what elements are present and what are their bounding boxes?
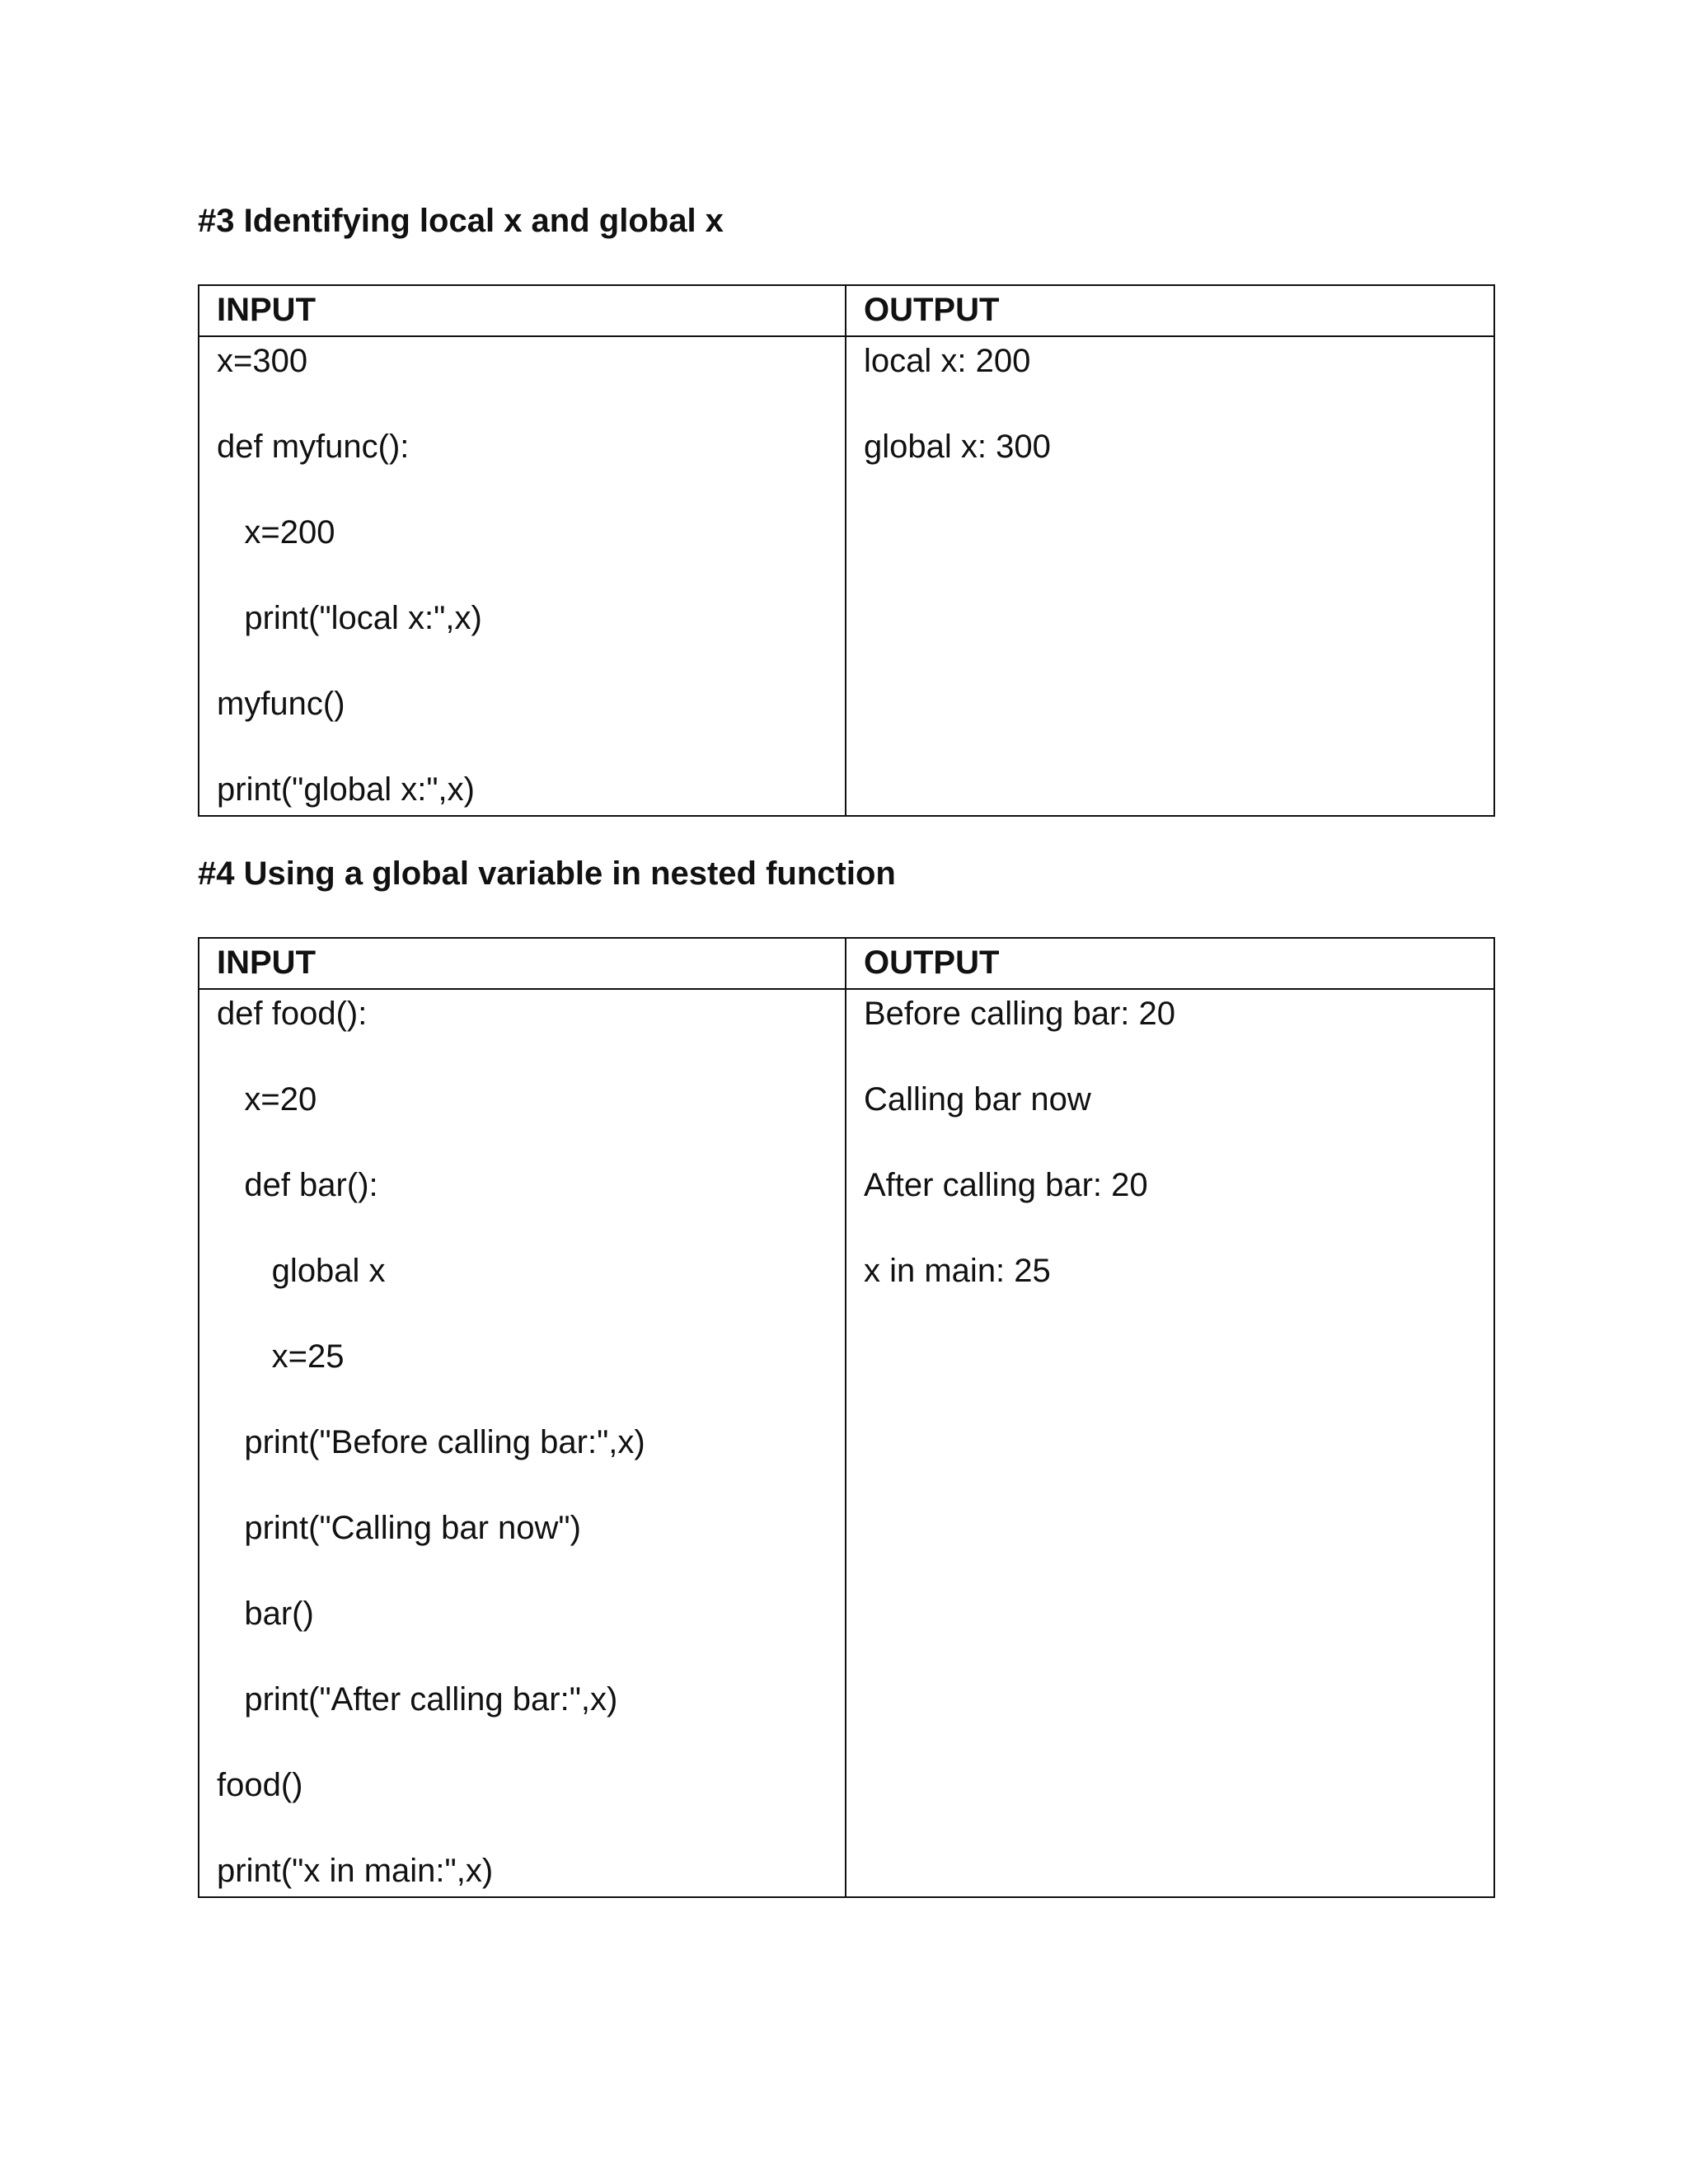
code-line: x=25 (217, 1338, 345, 1375)
code-line: x=300 (217, 343, 308, 379)
output-line: x in main: 25 (864, 1253, 1051, 1289)
code-line: def bar(): (217, 1167, 378, 1203)
output-line: After calling bar: 20 (864, 1167, 1148, 1203)
input-column-header: INPUT (199, 938, 846, 989)
table-header-row (199, 285, 1494, 336)
output-line: Before calling bar: 20 (864, 996, 1176, 1032)
code-line: print("x in main:",x) (217, 1853, 494, 1889)
output-cell (846, 336, 1494, 816)
code-line: def food(): (217, 996, 368, 1032)
code-line: myfunc() (217, 686, 345, 722)
output-cell (846, 989, 1494, 1897)
code-line: print("Before calling bar:",x) (217, 1424, 645, 1460)
code-line: bar() (217, 1596, 314, 1632)
output-column-header: OUTPUT (846, 938, 1494, 989)
code-line: print("global x:",x) (217, 771, 475, 808)
input-code-cell (199, 989, 846, 1897)
code-line: def myfunc(): (217, 429, 410, 465)
output-line: Calling bar now (864, 1081, 1091, 1118)
section-4-io-table (198, 937, 1495, 1898)
table-body-row (199, 989, 1494, 1897)
output-line: global x: 300 (864, 429, 1051, 465)
output-column-header: OUTPUT (846, 285, 1494, 336)
output-line: local x: 200 (864, 343, 1031, 379)
code-line: food() (217, 1767, 303, 1803)
table-body-row (199, 336, 1494, 816)
section-3-heading: #3 Identifying local x and global x (198, 203, 724, 239)
input-code-cell (199, 336, 846, 816)
table-header-row (199, 938, 1494, 989)
code-line: print("After calling bar:",x) (217, 1681, 618, 1718)
code-line: x=200 (217, 514, 335, 551)
code-line: x=20 (217, 1081, 317, 1118)
input-column-header: INPUT (199, 285, 846, 336)
code-line: global x (217, 1253, 386, 1289)
section-4-heading: #4 Using a global variable in nested function (198, 855, 896, 892)
code-line: print("Calling bar now") (217, 1510, 581, 1546)
code-line: print("local x:",x) (217, 600, 482, 636)
section-3-io-table (198, 284, 1495, 817)
